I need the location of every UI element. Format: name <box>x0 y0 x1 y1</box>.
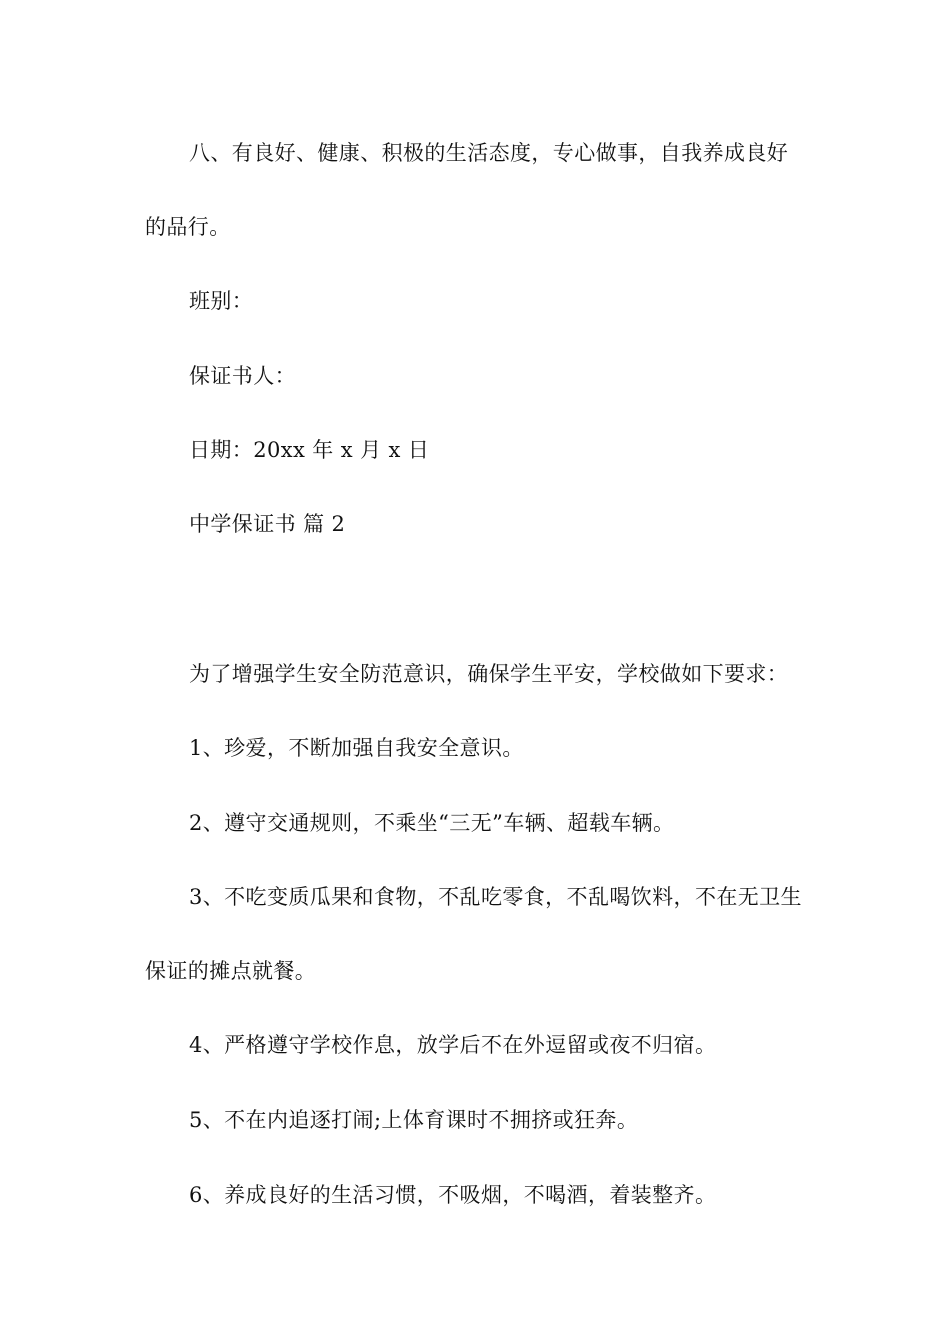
rule-item-3: 3、不吃变质瓜果和食物，不乱吃零食，不乱喝饮料，不在无卫生保证的摊点就餐。 <box>145 885 802 983</box>
paragraph-conduct-item-8: 八、有良好、健康、积极的生活态度，专心做事，自我养成良好的品行。 <box>145 141 789 239</box>
rule-item-1: 1、珍爱，不断加强自我安全意识。 <box>189 736 524 760</box>
intro-paragraph: 为了增强学生安全防范意识，确保学生平安，学校做如下要求： <box>189 662 789 686</box>
rule-item-5: 5、不在内追逐打闹;上体育课时不拥挤或狂奔。 <box>189 1108 639 1132</box>
section-title: 中学保证书 篇 2 <box>189 512 346 536</box>
rule-item-6: 6、养成良好的生活习惯，不吸烟，不喝酒，着装整齐。 <box>189 1183 717 1207</box>
rule-item-4: 4、严格遵守学校作息，放学后不在外逗留或夜不归宿。 <box>189 1033 717 1057</box>
date-line: 日期：20xx 年 x 月 x 日 <box>189 438 430 462</box>
guarantor-label: 保证书人： <box>189 364 296 388</box>
rule-item-2: 2、遵守交通规则，不乘坐“三无”车辆、超载车辆。 <box>189 811 675 835</box>
class-label: 班别： <box>189 289 254 313</box>
